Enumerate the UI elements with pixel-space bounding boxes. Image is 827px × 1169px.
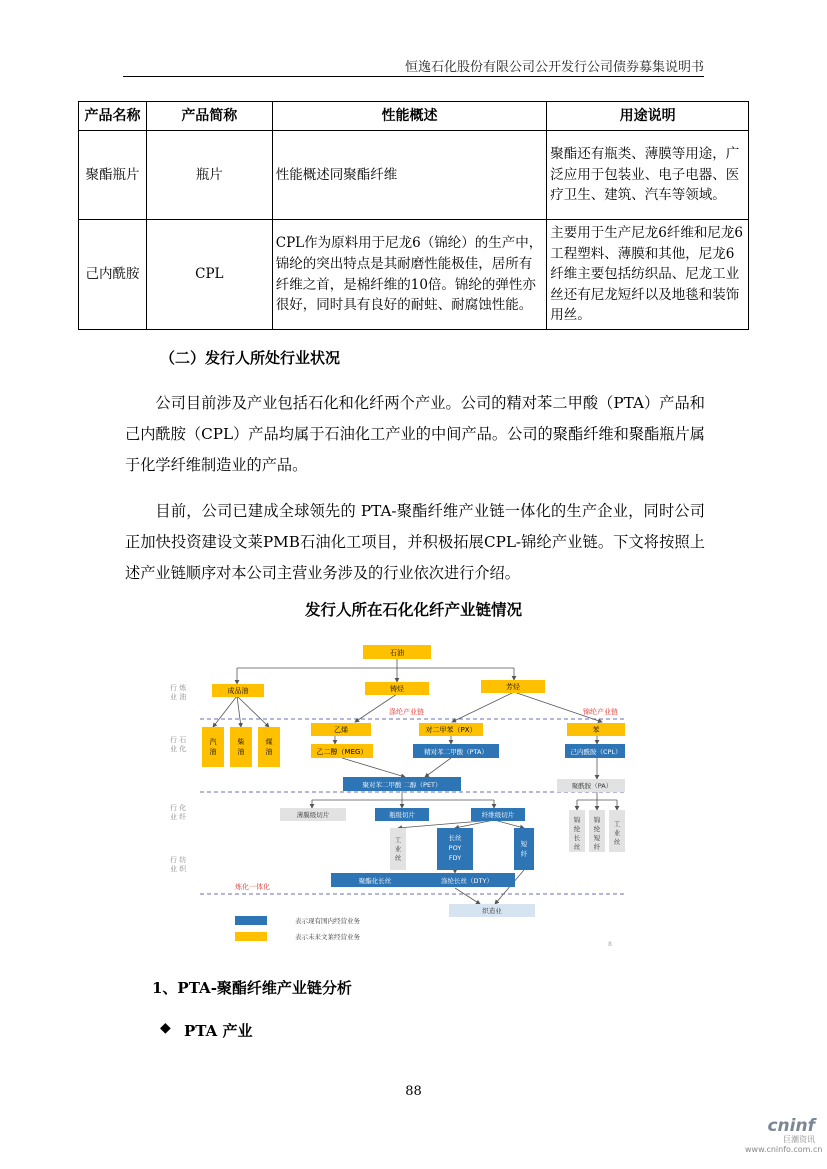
node-pta-label: 精对苯二甲酸（PTA） (424, 748, 488, 756)
product-table (78, 101, 749, 330)
diagram-title: 发行人所在石化化纤产业链情况 (304, 600, 522, 619)
chain-label-nylon: 锦纶产业链 (583, 708, 618, 716)
table-header-cell: 性能概述 (272, 102, 547, 131)
table-cell-performance: CPL作为原料用于尼龙6（锦纶）的生产中，锦纶的突出特点是其耐磨性能极佳，居所有纤维之首，是棉纤维的10倍。锦纶的弹性亦很好，同时具有良好的耐蛀、耐腐蚀性能。 (272, 220, 547, 330)
node-meg-label: 乙二醇（MEG） (316, 748, 368, 756)
chain-label-polyester: 涤纶产业链 (389, 708, 424, 716)
node-diesel (230, 727, 252, 767)
node-refined-oil-label: 成品油 (227, 687, 249, 695)
node-gasoline (202, 727, 224, 767)
node-dty-label: 涤纶长丝（DTY） (441, 877, 493, 885)
section-title: 1、PTA-聚酯纤维产业链分析 (152, 979, 352, 997)
row-label-petrochem: 行 石业 化 (170, 736, 187, 753)
row-label-refining: 行 炼业 油 (170, 684, 187, 701)
node-benzene-label: 苯 (592, 726, 600, 734)
node-px-label: 对二甲苯（PX） (425, 726, 477, 734)
logo-url: www.cninfo.com.cn (745, 1145, 823, 1154)
legend-label-blue: 表示现有国内经营业务 (295, 917, 360, 925)
row-label-fiber: 行 化业 纤 (170, 804, 187, 821)
connector (237, 696, 241, 727)
legend-swatch-orange (235, 932, 267, 941)
connector (237, 696, 269, 727)
node-staple (514, 828, 534, 870)
node-nylon-filament-label: 锦纶长丝 (573, 816, 581, 851)
node-composite-label: 聚酯化长丝 (358, 877, 392, 885)
node-pet-label: 聚对苯二甲酸 二醇（PET） (362, 781, 442, 789)
connector (425, 758, 451, 777)
connector (514, 692, 602, 722)
table-cell-name: 己内酰胺 (79, 220, 147, 330)
node-nylon-industrial-label: 工业丝 (613, 820, 621, 846)
node-gasoline-label: 汽油 (209, 738, 217, 756)
table-cell-name: 聚酯瓶片 (79, 131, 147, 220)
node-filament-label: 长丝 POY FDY (448, 834, 462, 862)
paragraph: 公司目前涉及产业包括石化和化纤两个产业。公司的精对苯二甲酸（PTA）产品和己内酰胺（CPL）产品均属于石油化工产业的中间产品。公司的聚酯纤维和聚酯瓶片属于化学纤维制造业的产品。 (125, 394, 705, 474)
section-heading: （二）发行人所处行业状况 (160, 349, 341, 367)
node-cpl-label: 己内酰胺（CPL） (570, 748, 622, 756)
node-reformate-label: 铸烃 (390, 685, 404, 693)
row-label-textile: 行 纺业 织 (170, 856, 187, 873)
node-ethylene-label: 乙烯 (334, 726, 348, 734)
subsection-title: PTA 产业 (184, 1022, 253, 1040)
table-row (79, 131, 749, 220)
logo-wordmark: cninf (767, 1116, 815, 1136)
table-header-cell: 产品名称 (79, 102, 147, 131)
table-cell-abbr: 瓶片 (146, 131, 272, 220)
connector (455, 820, 494, 828)
legend-label-orange: 表示未来文莱经营业务 (295, 933, 360, 941)
cninfo-logo (745, 1116, 823, 1155)
header-divider (123, 76, 704, 77)
industry-chain-diagram (165, 630, 625, 950)
node-nylon-staple-label: 锦纶短纤 (593, 816, 601, 851)
connector (213, 696, 237, 727)
node-pa-label: 聚酰胺（PA） (571, 782, 613, 790)
node-staple-label: 短纤 (520, 840, 528, 858)
table-cell-usage: 聚酯还有瓶类、薄膜等用途，广泛应用于包装业、电子电器、医疗卫生、建筑、汽车等领域。 (547, 131, 749, 220)
table-header-cell: 产品简称 (146, 102, 272, 131)
node-industrial-yarn-label: 工业丝 (394, 836, 402, 862)
connector (455, 888, 480, 904)
node-fiber-chip-label: 纤维级切片 (481, 811, 515, 819)
table-header-row (79, 102, 749, 131)
table-cell-abbr: CPL (146, 220, 272, 330)
diagram-corner-mark: 8 (608, 941, 612, 948)
table-cell-performance: 性能概述同聚酯纤维 (272, 131, 547, 220)
node-bottle-chip-label: 瓶级切片 (389, 811, 415, 819)
table-row (79, 220, 749, 330)
node-aromatics-label: 芳烃 (506, 683, 520, 691)
legend-swatch-blue (235, 916, 267, 925)
node-film-chip-label: 薄膜级切片 (296, 811, 330, 819)
chain-label-integration: 炼化一体化 (235, 883, 270, 891)
node-weaving-label: 织造业 (482, 907, 502, 915)
node-diesel-label: 柴油 (237, 738, 245, 756)
connector (342, 758, 405, 777)
logo-subtitle: 巨潮资讯 (783, 1135, 815, 1144)
connector (452, 692, 514, 722)
connector (398, 820, 494, 828)
diamond-bullet-icon: ◆ (160, 1020, 171, 1036)
paragraph: 目前，公司已建成全球领先的 PTA-聚酯纤维产业链一体化的生产企业，同时公司正加快投资建设文莱PMB石油化工项目，并积极拓展CPL-锦纶产业链。下文将按照上述产业链顺序对本公司主营业务涉及的行业依次进行介绍。 (125, 502, 705, 582)
page-number: 88 (405, 1084, 422, 1099)
table-cell-usage: 主要用于生产尼龙6纤维和尼龙6工程塑料、薄膜和其他，尼龙6纤维主要包括纺织品、尼龙工业丝还有尼龙短纤以及地毯和装饰用丝。 (547, 220, 749, 330)
document-header-title: 恒逸石化股份有限公司公开发行公司债券募集说明书 (404, 60, 704, 75)
node-kerosene-label: 煤油 (265, 738, 273, 756)
node-kerosene (258, 727, 280, 767)
node-crude-oil-label: 石油 (390, 649, 404, 657)
connector (494, 820, 524, 828)
table-header-cell: 用途说明 (547, 102, 749, 131)
